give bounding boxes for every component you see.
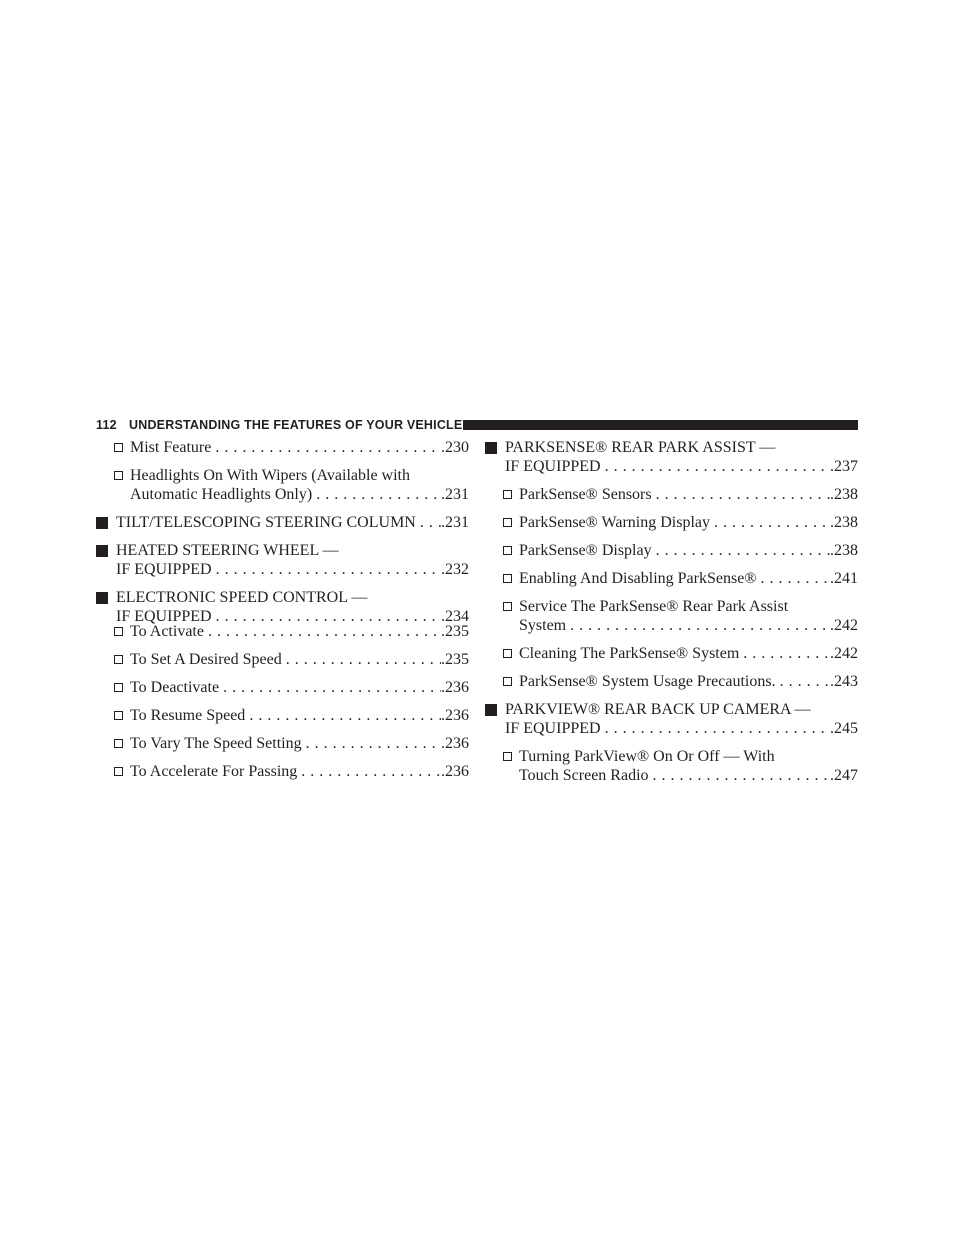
dot-leader (649, 766, 830, 785)
toc-page-number: .241 (830, 570, 858, 587)
toc-entry-title: Cleaning The ParkSense® System (519, 645, 740, 662)
box-bullet-icon (503, 546, 512, 555)
box-bullet-icon (503, 518, 512, 527)
dot-leader (297, 762, 441, 781)
toc-page-number: .237 (830, 458, 858, 475)
box-bullet-icon (114, 739, 123, 748)
toc-entry-title: Service The ParkSense® Rear Park Assist (519, 598, 789, 615)
toc-entry-title: Mist Feature (130, 439, 212, 456)
toc-entry-title: To Activate (130, 623, 204, 640)
toc-entry-title: Enabling And Disabling ParkSense® (519, 570, 757, 587)
toc-page-number: .231 (441, 514, 469, 531)
toc-entry-title: Turning ParkView® On Or Off — With (519, 748, 775, 765)
square-bullet-icon (96, 517, 108, 529)
toc-page-number: .230 (441, 439, 469, 456)
box-bullet-icon (503, 649, 512, 658)
header-rule (463, 420, 858, 430)
dot-leader (219, 678, 441, 697)
toc-page-number: .242 (830, 617, 858, 634)
toc-entry-title: To Accelerate For Passing (130, 763, 298, 780)
toc-entry-title: IF EQUIPPED (116, 561, 212, 578)
toc-entry-title: To Set A Desired Speed (130, 651, 282, 668)
dot-leader (601, 457, 830, 476)
dot-leader (245, 706, 441, 725)
toc-entry-title: To Vary The Speed Setting (130, 735, 302, 752)
box-bullet-icon (114, 443, 123, 452)
toc-entry-title: Automatic Headlights Only) (130, 486, 313, 503)
dot-leader (282, 650, 441, 669)
page-header (96, 416, 858, 434)
toc-entry-title: To Deactivate (130, 679, 220, 696)
toc-page-number: .247 (830, 767, 858, 784)
dot-leader (416, 513, 441, 532)
dot-leader (566, 616, 830, 635)
toc-entry-title: System (519, 617, 567, 634)
toc-page-number: .232 (441, 561, 469, 578)
toc-page-number: .238 (830, 514, 858, 531)
toc-entry-title: HEATED STEERING WHEEL — (116, 542, 339, 559)
toc-page-number: .236 (441, 707, 469, 724)
toc-entry-title: Headlights On With Wipers (Available with (130, 467, 410, 484)
dot-leader (312, 485, 441, 504)
toc-entry-title: PARKSENSE® REAR PARK ASSIST — (505, 439, 776, 456)
dot-leader (776, 672, 830, 691)
toc-entry-title: TILT/TELESCOPING STEERING COLUMN (116, 514, 416, 531)
dot-leader (739, 644, 830, 663)
toc-page-number: .236 (441, 763, 469, 780)
toc-page-number: .236 (441, 735, 469, 752)
dot-leader (652, 541, 830, 560)
box-bullet-icon (503, 752, 512, 761)
square-bullet-icon (485, 442, 497, 454)
toc-entry-title: ParkSense® Display (519, 542, 652, 559)
toc-page-number: .235 (441, 623, 469, 640)
box-bullet-icon (114, 655, 123, 664)
dot-leader (204, 622, 441, 641)
toc-page-number: .235 (441, 651, 469, 668)
toc-page-number: .238 (830, 542, 858, 559)
dot-leader (652, 485, 830, 504)
square-bullet-icon (96, 545, 108, 557)
toc-page-number: .238 (830, 486, 858, 503)
toc-page-number: .236 (441, 679, 469, 696)
box-bullet-icon (114, 767, 123, 776)
dot-leader (211, 438, 441, 457)
box-bullet-icon (114, 627, 123, 636)
toc-entry-title: ParkSense® Sensors (519, 486, 652, 503)
square-bullet-icon (485, 704, 497, 716)
toc-entry-title: IF EQUIPPED (505, 720, 601, 737)
dot-leader (756, 569, 830, 588)
box-bullet-icon (503, 490, 512, 499)
toc-page-number: .243 (830, 673, 858, 690)
box-bullet-icon (114, 683, 123, 692)
box-bullet-icon (503, 677, 512, 686)
section-title: UNDERSTANDING THE FEATURES OF YOUR VEHICLE (129, 418, 463, 432)
toc-entry-title: IF EQUIPPED (505, 458, 601, 475)
toc-entry-title: ParkSense® System Usage Precautions. (519, 673, 776, 690)
toc-page-number: .245 (830, 720, 858, 737)
page-number: 112 (96, 418, 117, 432)
dot-leader (710, 513, 830, 532)
box-bullet-icon (114, 711, 123, 720)
toc-entry-title: IF EQUIPPED (116, 608, 212, 625)
toc-page-number: .242 (830, 645, 858, 662)
square-bullet-icon (96, 592, 108, 604)
box-bullet-icon (503, 602, 512, 611)
dot-leader (601, 719, 830, 738)
box-bullet-icon (503, 574, 512, 583)
toc-entry-title: Touch Screen Radio (519, 767, 649, 784)
toc-entry-title: ParkSense® Warning Display (519, 514, 710, 531)
toc-entry-title: To Resume Speed (130, 707, 246, 724)
toc-entry-title: ELECTRONIC SPEED CONTROL — (116, 589, 368, 606)
toc-page-number: .231 (441, 486, 469, 503)
dot-leader (302, 734, 441, 753)
toc-page-number: .234 (441, 608, 469, 625)
box-bullet-icon (114, 471, 123, 480)
toc-entry-title: PARKVIEW® REAR BACK UP CAMERA — (505, 701, 811, 718)
dot-leader (212, 560, 441, 579)
